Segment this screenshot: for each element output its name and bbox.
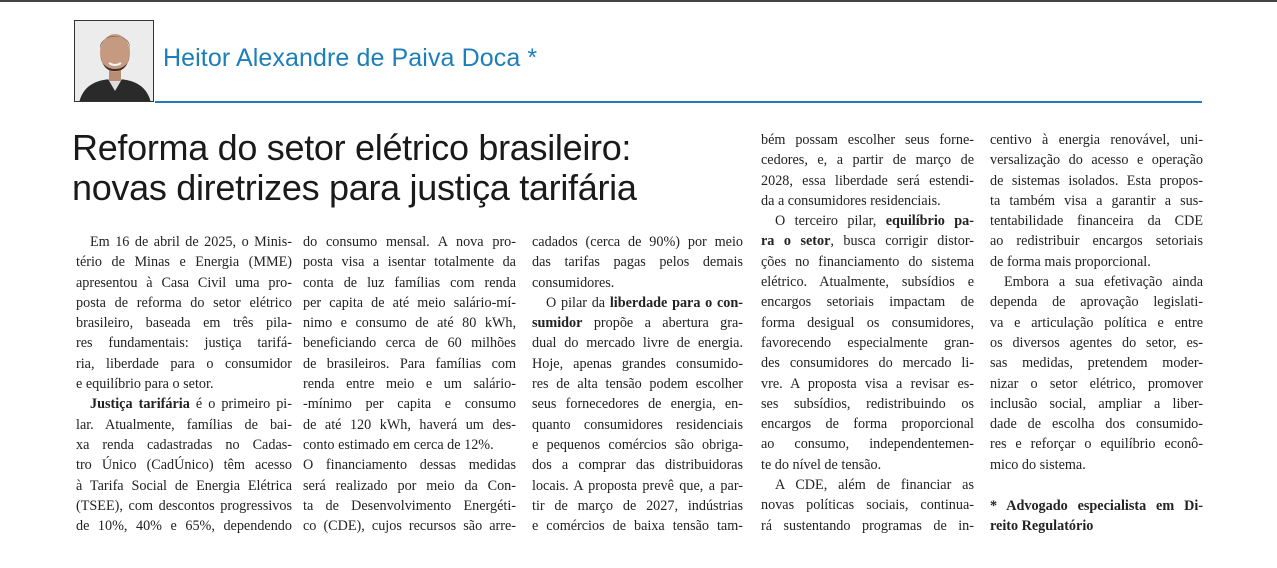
paragraph-line <box>303 415 516 435</box>
paragraph-line <box>532 496 743 516</box>
paragraph-line <box>76 435 292 455</box>
paragraph-line <box>761 516 974 536</box>
paragraph-line <box>303 516 516 536</box>
line-text: da a consumidores residenciais. <box>761 192 941 209</box>
line-text: xa renda cadastradas no Cadas- <box>76 436 292 453</box>
paragraph-line <box>76 273 292 293</box>
paragraph-line <box>761 252 974 272</box>
paragraph-line <box>990 231 1203 251</box>
paragraph-line <box>761 374 974 394</box>
line-text: renda entre meio e um salário- <box>303 376 516 393</box>
line-text: conto estimado em cerca de 12%. <box>303 436 494 453</box>
line-text: -mínimo per capita e consumo <box>303 396 516 413</box>
footnote-line: reito Regulatório <box>990 518 1094 535</box>
line-text: posta visa a isentar totalmente da <box>303 254 516 271</box>
paragraph-line <box>761 455 974 475</box>
paragraph-line <box>303 496 516 516</box>
line-text: forma desigual os consumidores, <box>761 314 974 331</box>
paragraph-line <box>303 273 516 293</box>
bold-term: ra o setor <box>761 233 831 250</box>
paragraph-line <box>303 232 516 252</box>
bold-term: Justiça tarifária <box>90 396 190 413</box>
paragraph-line <box>761 495 974 515</box>
line-text: de até 120 kWh, haverá um des- <box>303 416 516 433</box>
line-text: per capita de até meio salário-mí- <box>303 294 516 311</box>
paragraph-line <box>532 516 743 536</box>
article-column-4 <box>761 130 974 536</box>
line-text: nizar o setor elétrico, promover <box>990 375 1203 392</box>
bold-term: sumidor <box>532 315 583 332</box>
line-text: tério de Minas e Energia (MME) <box>76 254 292 271</box>
paragraph-line <box>532 333 743 353</box>
line-text: cadados (cerca de 90%) por meio <box>532 234 743 250</box>
article-headline <box>72 128 742 208</box>
line-text: será realizado por meio da Con- <box>303 477 516 494</box>
author-name: Heitor Alexandre de Paiva Doca * <box>163 44 538 72</box>
line-text: de brasileiros. Para famílias com <box>303 355 516 372</box>
paragraph-line <box>761 272 974 292</box>
line-text: locais. A proposta prevê que, a par- <box>532 477 743 494</box>
paragraph-line <box>532 313 743 333</box>
paragraph-line <box>761 313 974 333</box>
line-text: vre. A proposta visa a revisar es- <box>761 375 974 392</box>
line-text: de forma mais proporcional. <box>990 253 1151 270</box>
paragraph-line <box>990 394 1203 414</box>
article-column-1 <box>76 232 292 536</box>
paragraph-line <box>303 293 516 313</box>
paragraph-line <box>532 273 743 293</box>
line-text: des consumidores do mercado li- <box>761 355 974 372</box>
line-text: res e reforçar o equilíbrio econô- <box>990 436 1203 453</box>
paragraph-line <box>303 333 516 353</box>
paragraph-line <box>76 516 292 536</box>
line-text: co (CDE), cujos recursos são arre- <box>303 518 516 535</box>
line-text: elétrico. Atualmente, subsídios e <box>761 274 974 291</box>
line-text: apresentou à Casa Civil uma pro- <box>76 274 292 291</box>
line-text: tir de março de 2027, indústrias <box>532 497 743 514</box>
headline-line: Reforma do setor elétrico brasileiro: <box>72 127 632 168</box>
line-text: posta de reforma do setor elétrico <box>76 294 292 311</box>
paragraph-line <box>76 394 292 414</box>
footnote-line: * Advogado especialista em Di- <box>990 498 1203 514</box>
paragraph-line <box>303 394 516 414</box>
line-text: e pequenos comércios são obriga- <box>532 436 743 453</box>
headline-line: novas diretrizes para justiça tarifária <box>72 167 637 208</box>
paragraph-line <box>76 232 292 252</box>
line-text: A CDE, além de financiar as <box>775 477 974 494</box>
paragraph-line <box>761 231 974 251</box>
paragraph-line <box>990 292 1203 312</box>
line-text: dual do mercado livre de energia. <box>532 335 743 352</box>
line-text: novas políticas sociais, continua- <box>761 497 974 514</box>
paragraph-line <box>990 272 1203 292</box>
paragraph-line <box>761 130 974 150</box>
line-text: res fundamentais: justiça tarifá- <box>76 335 292 352</box>
line-text: va e articulação política e entre <box>990 314 1203 331</box>
line-text: ses subsídios, redistribuindo os <box>761 395 974 412</box>
paragraph-line <box>761 434 974 454</box>
paragraph-line <box>532 232 743 252</box>
paragraph-line <box>532 252 743 272</box>
paragraph-line <box>532 415 743 435</box>
line-text: te do nível de tensão. <box>761 456 882 473</box>
line-text: brasileiro, baseada em três pila- <box>76 315 292 332</box>
paragraph-line <box>990 374 1203 394</box>
line-text: à Tarifa Social de Energia Elétrica <box>76 477 292 494</box>
paragraph-line <box>76 293 292 313</box>
line-text: (TSEE), com descontos progressivos <box>76 497 292 514</box>
line-text: Embora a sua efetivação ainda <box>1004 274 1203 291</box>
paragraph-line <box>990 150 1203 170</box>
line-text: ao consumo, independentemen- <box>761 436 974 453</box>
paragraph-line <box>761 394 974 414</box>
paragraph-line <box>532 394 743 414</box>
paragraph-line <box>990 353 1203 373</box>
paragraph-line <box>990 130 1203 150</box>
line-text: cedores, e, a partir de março de <box>761 152 974 169</box>
paragraph-line <box>761 414 974 434</box>
line-text: rá sustentando programas de in- <box>761 517 974 534</box>
paragraph-line <box>76 476 292 496</box>
paragraph-line <box>761 292 974 312</box>
paragraph-line <box>990 211 1203 231</box>
line-text: das tarifas pagas pelos demais <box>532 254 743 271</box>
paragraph-line <box>532 293 743 313</box>
paragraph-line <box>303 252 516 272</box>
paragraph-line <box>761 150 974 170</box>
paragraph-line <box>990 191 1203 211</box>
paragraph-line <box>990 171 1203 191</box>
paragraph-line <box>76 415 292 435</box>
line-text: 2028, essa liberdade será estendi- <box>761 172 974 189</box>
top-border <box>0 0 1277 2</box>
line-text: O pilar da <box>546 294 610 311</box>
paragraph-line <box>990 333 1203 353</box>
line-text: sas medidas, pretendem moder- <box>990 355 1203 372</box>
line-text: e equilíbrio para o setor. <box>76 376 214 393</box>
paragraph-line <box>532 455 743 475</box>
line-text: ta de Desenvolvimento Energéti- <box>303 497 516 514</box>
bold-term: equilíbrio pa- <box>885 213 974 230</box>
paragraph-line <box>532 354 743 374</box>
line-text: de sistemas isolados. Esta propos- <box>990 172 1203 189</box>
paragraph-line <box>76 455 292 475</box>
line-text: tro Único (CadÚnico) têm acesso <box>76 457 292 474</box>
line-text: tentabilidade financeira da CDE <box>990 213 1203 230</box>
line-text: quanto consumidores residenciais <box>532 416 743 433</box>
line-text: O terceiro pilar, <box>775 213 886 230</box>
line-text: ções no financiamento do sistema <box>761 253 974 270</box>
paragraph-line <box>761 475 974 495</box>
line-text: ao redistribuir encargos setoriais <box>990 233 1203 250</box>
line-text: O financiamento dessas medidas <box>303 457 516 474</box>
line-text: conta de luz famílias com renda <box>303 274 516 291</box>
line-text: versalização do acesso e operação <box>990 152 1203 169</box>
paragraph-line <box>76 313 292 333</box>
line-text: e comércios de baixa tensão tam- <box>532 518 743 535</box>
paragraph-line <box>303 435 516 455</box>
line-text: do consumo mensal. A nova pro- <box>303 234 516 250</box>
line-text: , busca corrigir distor- <box>830 233 974 250</box>
line-text: seus fornecedores de energia, en- <box>532 396 743 413</box>
paragraph-line <box>303 354 516 374</box>
line-text: lar. Atualmente, famílias de bai- <box>76 416 292 433</box>
line-text: nimo e consumo de até 80 kWh, <box>303 315 516 332</box>
paragraph-line <box>303 374 516 394</box>
paragraph-line <box>76 374 292 394</box>
line-text: encargos de forma proporcional <box>761 416 974 433</box>
paragraph-line <box>532 476 743 496</box>
line-text: propõe a abertura gra- <box>582 315 743 332</box>
paragraph-line <box>76 496 292 516</box>
line-text: de 10%, 40% e 65%, dependendo <box>76 518 292 535</box>
line-text: dade de escolha dos consumido- <box>990 416 1203 433</box>
line-text: ta também visa a garantir a sus- <box>990 192 1203 209</box>
line-text: favorecendo especialmente gran- <box>761 334 974 351</box>
line-text: mico do sistema. <box>990 456 1086 473</box>
paragraph-line <box>990 434 1203 454</box>
paragraph-line <box>761 191 974 211</box>
line-text: inclusão social, ampliar a liber- <box>990 395 1203 412</box>
line-text: res de alta tensão podem escolher <box>532 376 743 393</box>
line-text: é o primeiro pi- <box>189 396 292 413</box>
line-text: centivo à energia renovável, uni- <box>990 132 1203 148</box>
line-text: ria, liberdade para o consumidor <box>76 355 292 372</box>
paragraph-line <box>990 313 1203 333</box>
paragraph-line <box>76 333 292 353</box>
line-text: Hoje, apenas grandes consumido- <box>532 355 743 372</box>
paragraph-line <box>303 455 516 475</box>
line-text: bém possam escolher seus forne- <box>761 132 974 148</box>
article-column-2 <box>303 232 516 536</box>
line-text: dos a comprar das distribuidoras <box>532 457 743 474</box>
article-column-3 <box>532 232 743 536</box>
paragraph-line <box>303 313 516 333</box>
line-text: beneficiando cerca de 60 milhões <box>303 335 516 352</box>
header-rule <box>155 101 1202 103</box>
line-text: consumidores. <box>532 274 615 291</box>
paragraph-line <box>990 252 1203 272</box>
paragraph-line <box>761 333 974 353</box>
line-text: Em 16 de abril de 2025, o Minis- <box>90 234 292 250</box>
paragraph-line <box>761 171 974 191</box>
line-text: os diversos agentes do setor, es- <box>990 334 1203 351</box>
paragraph-line <box>303 476 516 496</box>
author-footnote <box>990 496 1203 537</box>
paragraph-line <box>990 455 1203 475</box>
paragraph-line <box>76 252 292 272</box>
paragraph-line <box>761 353 974 373</box>
line-text: encargos setoriais impactam de <box>761 294 974 311</box>
paragraph-line <box>532 435 743 455</box>
paragraph-line <box>532 374 743 394</box>
bold-term: liberdade para o con- <box>609 294 743 311</box>
paragraph-line <box>761 211 974 231</box>
author-photo <box>74 20 154 102</box>
article-column-5 <box>990 130 1203 535</box>
line-text: dependa de aprovação legislati- <box>990 294 1203 311</box>
paragraph-line <box>76 354 292 374</box>
paragraph-line <box>990 414 1203 434</box>
